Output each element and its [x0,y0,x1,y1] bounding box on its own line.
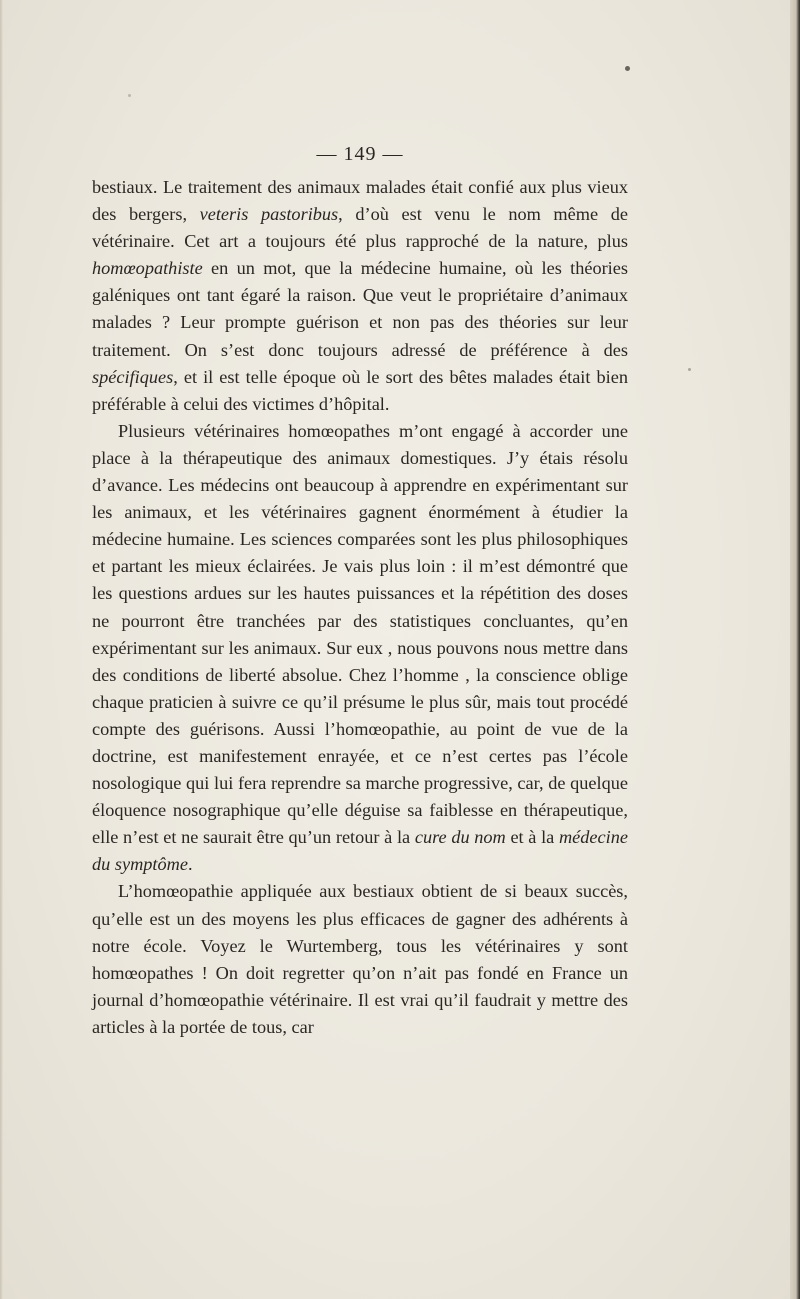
paragraph [92,174,628,418]
ink-speck [625,66,630,71]
text-run: , d’où est venu le nom même de vétérinaire. Cet art a toujours été plus rapproché de la nature, plus [92,204,628,252]
text-run: , et il est telle époque où le sort des bêtes malades était bien préférable à celui des victimes d’hôpital. [92,366,628,414]
italic-term: homœopathiste [92,258,203,279]
text-run: en un mot, que la médecine humaine, où les théories galéniques ont tant égaré la raison. Que veut le propriétaire d’animaux malades ? Leur prompte guérison et non pas des théories sur leur traitement. On s’est donc toujours adressé de préférence à des [92,258,628,360]
italic-term: médecine du symptôme [92,827,628,875]
paragraph [92,418,628,879]
text-run: et à la [505,827,559,848]
page-number: — 149 — [316,143,404,165]
italic-latin-phrase: veteris pastoribus [199,204,339,225]
italic-term: cure du nom [414,827,506,848]
ink-speck [128,94,131,97]
paragraph [92,878,628,1041]
text-run: bestiaux. Le traitement des animaux malades était confié aux plus vieux des bergers, [92,177,628,225]
text-run: . [187,854,193,875]
ink-speck [688,368,691,371]
body-text [92,174,628,1041]
text-run: L’homœopathie appliquée aux bestiaux obtient de si beaux succès, qu’elle est un des moyens les plus efficaces de gagner des adhérents à notre école. Voyez le Wurtemberg, tous les vétérinaires y sont homœopathes ! On doit regretter qu’on n’ait pas fondé en France un journal d’homœopathie vétérinaire. Il est vrai qu’il faudrait y mettre des articles à la portée de tous, car [92,881,628,1037]
page-binding-shadow [790,0,800,1299]
text-run: Plusieurs vétérinaires homœopathes m’ont engagé à accorder une place à la thérapeutique des animaux domestiques. J’y étais résolu d’avance. Les médecins ont beaucoup à apprendre en expérimentant sur les animaux, et les vétérinaires gagnent énormément à étudier la médecine humaine. Les sciences comparées sont les plus philosophiques et partant les mieux éclairées. Je vais plus loin : il m’est démontré que les questions ardues sur les hautes puissances et la répétition des doses ne pourront être tranchées par des statistiques concluantes, qu’en expérimentant sur les animaux. Sur eux , nous pouvons nous mettre dans des conditions de liberté absolue. Chez l’homme , la conscience oblige chaque praticien à suivre ce qu’il présume le plus sûr, mais tout procédé compte des guérisons. Aussi l’homœopathie, au point de vue de la doctrine, est manifestement enrayée, et ce n’est certes pas l’école nosologique qui lui fera reprendre sa marche progressive, car, de quelque éloquence nosographique qu’elle déguise sa faiblesse en thérapeutique, elle n’est et ne saurait être qu’un retour à la [92,420,628,848]
italic-term: spécifiques [92,366,174,387]
page-left-edge [0,0,3,1299]
